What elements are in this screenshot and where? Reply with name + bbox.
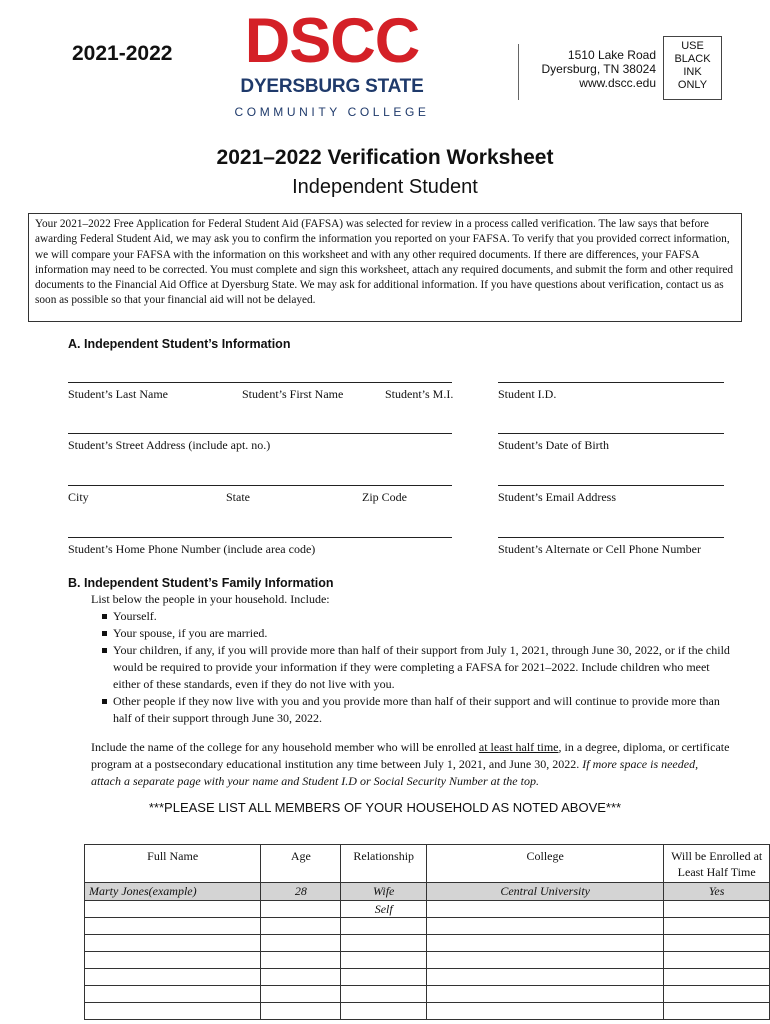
- list-item: [91, 625, 731, 642]
- year-label: 2021-2022: [72, 42, 173, 65]
- household-lead-text: List below the people in your household. Include:: [91, 592, 330, 606]
- ink-notice-line: ONLY: [677, 79, 708, 91]
- relationship-cell[interactable]: [341, 986, 427, 1003]
- list-item: [91, 642, 731, 693]
- label-email: Student’s Email Address: [498, 490, 616, 504]
- college-note-text: , in a degree, diploma, or certificate program at a postsecondary educational institution any time between July 1, 2021, and June 30, 2022.: [91, 740, 730, 771]
- bullet-text: Yourself.: [113, 609, 157, 623]
- ink-notice-line: INK: [683, 66, 702, 78]
- enrolled-cell[interactable]: [664, 901, 770, 918]
- worksheet-title: 2021–2022 Verification Worksheet: [216, 146, 554, 169]
- col-enrolled: Will be Enrolled at Least Half Time: [664, 845, 770, 883]
- bullet-icon: [102, 614, 107, 619]
- name-cell[interactable]: [85, 952, 261, 969]
- enrolled-cell[interactable]: [664, 969, 770, 986]
- example-relationship: Wife: [341, 883, 427, 901]
- enrolled-cell[interactable]: [664, 935, 770, 952]
- table-row[interactable]: [85, 901, 770, 918]
- label-zip: Zip Code: [362, 490, 407, 504]
- label-home-phone: Student’s Home Phone Number (include area code): [68, 542, 316, 556]
- name-cell[interactable]: [85, 935, 261, 952]
- city-state-zip-entry-line[interactable]: [68, 485, 452, 486]
- logo-college-name: DYERSBURG STATE: [240, 76, 424, 97]
- ink-notice-line: USE: [681, 40, 704, 52]
- college-cell[interactable]: [427, 952, 664, 969]
- college-cell[interactable]: [427, 969, 664, 986]
- household-bullet-list: [91, 608, 731, 727]
- relationship-cell[interactable]: [341, 935, 427, 952]
- college-address: [520, 48, 656, 90]
- enrolled-cell[interactable]: [664, 1003, 770, 1020]
- email-entry-line[interactable]: [498, 485, 724, 486]
- relationship-cell[interactable]: Self: [341, 901, 427, 918]
- label-city: City: [68, 490, 89, 504]
- list-item: [91, 693, 731, 727]
- label-date-of-birth: Student’s Date of Birth: [498, 438, 609, 452]
- logo-subtitle: COMMUNITY COLLEGE: [234, 105, 430, 119]
- bullet-text: Your children, if any, if you will provide more than half of their support from July 1, 2021, through June 30, 2022, or if the child would be required to provide your information if they were completing a FAFSA for 2021–2022. Include children who meet either of these standards, even if they do not live with you.: [113, 643, 730, 691]
- example-college: Central University: [427, 883, 664, 901]
- cell-phone-entry-line[interactable]: [498, 537, 724, 538]
- table-row[interactable]: [85, 952, 770, 969]
- table-row[interactable]: [85, 986, 770, 1003]
- table-row[interactable]: [85, 935, 770, 952]
- label-state: State: [226, 490, 250, 504]
- address-website: www.dscc.edu: [579, 76, 656, 90]
- bullet-icon: [102, 631, 107, 636]
- label-street-address: Student’s Street Address (include apt. no.): [68, 438, 271, 452]
- example-name: Marty Jones(example): [85, 883, 261, 901]
- dscc-logo: [232, 6, 432, 122]
- example-age: 28: [261, 883, 341, 901]
- age-cell[interactable]: [261, 952, 341, 969]
- age-cell[interactable]: [261, 918, 341, 935]
- list-item: [91, 608, 731, 625]
- bullet-text: Other people if they now live with you and you provide more than half of their support and will continue to provide more than half of their support through June 30, 2022.: [113, 694, 720, 725]
- ink-notice-box: [663, 36, 722, 100]
- college-note-text: Include the name of the college for any household member who will be enrolled: [91, 740, 479, 754]
- address-city: Dyersburg, TN 38024: [541, 62, 656, 76]
- address-street: 1510 Lake Road: [567, 48, 656, 62]
- ink-notice-line: BLACK: [674, 53, 711, 65]
- age-cell[interactable]: [261, 969, 341, 986]
- table-row[interactable]: [85, 918, 770, 935]
- table-row[interactable]: [85, 1003, 770, 1020]
- header-divider: [518, 44, 519, 100]
- section-b-heading: B. Independent Student’s Family Information: [68, 576, 334, 590]
- logo-main-text: DSCC: [244, 6, 420, 76]
- home-phone-entry-line[interactable]: [68, 537, 452, 538]
- bullet-icon: [102, 699, 107, 704]
- household-plea: ***PLEASE LIST ALL MEMBERS OF YOUR HOUSEHOLD AS NOTED ABOVE***: [148, 800, 622, 815]
- label-student-id: Student I.D.: [498, 387, 557, 401]
- college-cell[interactable]: [427, 935, 664, 952]
- college-cell[interactable]: [427, 986, 664, 1003]
- label-last-name: Student’s Last Name: [68, 387, 168, 401]
- name-cell[interactable]: [85, 986, 261, 1003]
- name-cell[interactable]: [85, 901, 261, 918]
- enrolled-cell[interactable]: [664, 986, 770, 1003]
- street-entry-line[interactable]: [68, 433, 452, 434]
- dob-entry-line[interactable]: [498, 433, 724, 434]
- age-cell[interactable]: [261, 986, 341, 1003]
- label-first-name: Student’s First Name: [242, 387, 344, 401]
- relationship-cell[interactable]: [341, 969, 427, 986]
- college-note: [91, 739, 731, 790]
- relationship-cell[interactable]: [341, 918, 427, 935]
- example-row: [85, 883, 770, 901]
- bullet-text: Your spouse, if you are married.: [113, 626, 268, 640]
- college-cell[interactable]: [427, 918, 664, 935]
- intro-paragraph: Your 2021–2022 Free Application for Federal Student Aid (FAFSA) was selected for review in a process called verification. The law says that before awarding Federal Student Aid, we may ask you to confirm the information you reported on your FAFSA. To verify that you provided correct information, we will compare your FAFSA with the information on this worksheet and with any other required documents. If there are differences, your FAFSA information may need to be corrected. You must complete and sign this worksheet, attach any required documents, and submit the form and other required documents to the Financial Aid Office at Dyersburg State. We may ask for additional information. If you have questions about verification, contact us as soon as possible so that your financial aid will not be delayed.: [28, 213, 742, 322]
- age-cell[interactable]: [261, 935, 341, 952]
- college-note-italic: If more space is needed, attach a separate page with your name and Student I.D or Social Security Number at the top.: [91, 757, 699, 788]
- name-cell[interactable]: [85, 918, 261, 935]
- age-cell[interactable]: [261, 1003, 341, 1020]
- example-enrolled: Yes: [664, 883, 770, 901]
- college-note-underlined: at least half time: [478, 740, 559, 754]
- label-cell-phone: Student’s Alternate or Cell Phone Number: [498, 542, 701, 556]
- college-cell[interactable]: [427, 901, 664, 918]
- col-full-name: Full Name: [85, 845, 261, 883]
- name-cell[interactable]: [85, 1003, 261, 1020]
- worksheet-subtitle: Independent Student: [292, 176, 478, 198]
- section-a-heading: A. Independent Student’s Information: [68, 337, 291, 351]
- relationship-cell[interactable]: [341, 952, 427, 969]
- table-header-row: [85, 845, 770, 883]
- bullet-icon: [102, 648, 107, 653]
- name-entry-line[interactable]: [68, 382, 452, 383]
- enrolled-cell[interactable]: [664, 952, 770, 969]
- household-table: [84, 844, 770, 1020]
- relationship-cell[interactable]: [341, 1003, 427, 1020]
- col-college: College: [427, 845, 664, 883]
- table-row[interactable]: [85, 969, 770, 986]
- col-relationship: Relationship: [341, 845, 427, 883]
- enrolled-cell[interactable]: [664, 918, 770, 935]
- name-cell[interactable]: [85, 969, 261, 986]
- student-id-entry-line[interactable]: [498, 382, 724, 383]
- label-mi: Student’s M.I.: [385, 387, 454, 401]
- age-cell[interactable]: [261, 901, 341, 918]
- col-age: Age: [261, 845, 341, 883]
- college-cell[interactable]: [427, 1003, 664, 1020]
